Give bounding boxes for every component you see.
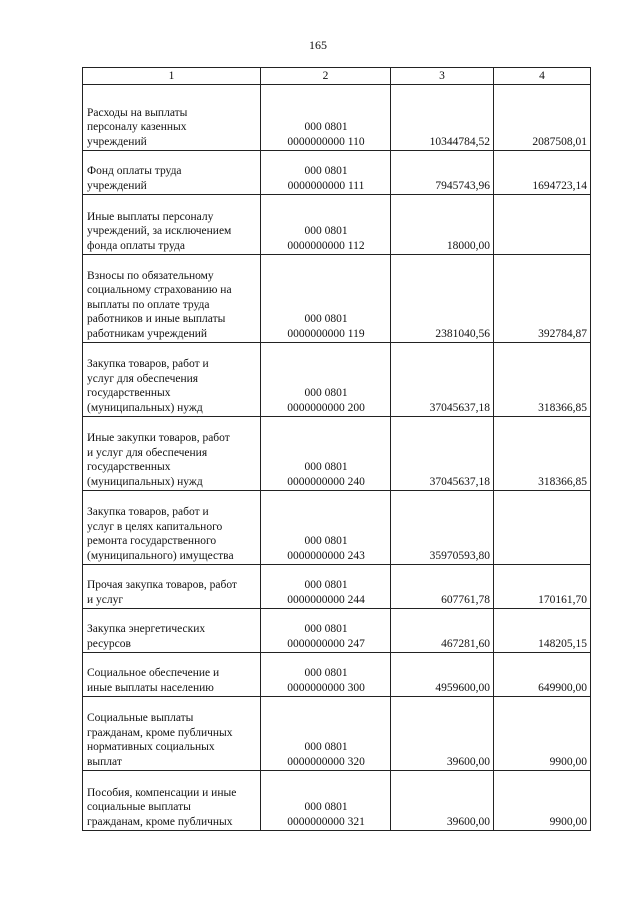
budget-code-line: 000 0801: [304, 623, 348, 635]
expense-name-cell: [83, 609, 261, 653]
expense-name-line: Пособия, компенсации и иные: [87, 786, 237, 799]
budget-code-line: 000 0801: [304, 579, 348, 591]
budget-code-line: 000 0801: [304, 667, 348, 679]
amount-col3-cell: 35970593,80: [391, 491, 494, 565]
expense-name-cell: [83, 195, 261, 255]
expense-name-cell: [83, 255, 261, 343]
table-row: [83, 343, 591, 417]
budget-code-line: 0000000000 243: [287, 549, 365, 562]
expense-name-cell: [83, 343, 261, 417]
amount-col3-cell: 18000,00: [391, 195, 494, 255]
column-header: 1: [83, 68, 261, 85]
expense-name-line: Иные выплаты персоналу: [87, 210, 214, 223]
expense-name-line: ресурсов: [87, 637, 131, 650]
amount-col4-cell: [494, 195, 591, 255]
budget-table: [82, 67, 591, 831]
budget-code-cell: [261, 151, 391, 195]
budget-code-cell: [261, 771, 391, 831]
expense-name-line: государственных: [87, 387, 171, 399]
budget-code-line: 000 0801: [304, 313, 348, 325]
budget-code-line: 0000000000 244: [287, 593, 365, 606]
amount-col4-cell: 9900,00: [494, 771, 591, 831]
expense-name-cell: [83, 85, 261, 151]
amount-col4-cell: 318366,85: [494, 343, 591, 417]
table-row: [83, 151, 591, 195]
expense-name-line: Фонд оплаты труда: [87, 165, 182, 177]
table-row: [83, 417, 591, 491]
budget-code-line: 0000000000 119: [287, 327, 365, 340]
expense-name-line: учреждений: [87, 179, 147, 192]
table-row: [83, 653, 591, 697]
budget-code-line: 0000000000 112: [287, 239, 365, 252]
expense-name-line: Иные закупки товаров, работ: [87, 432, 230, 444]
expense-name-line: работникам учреждений: [87, 327, 208, 340]
expense-name-line: выплаты по оплате труда: [87, 298, 210, 311]
expense-name-line: иные выплаты населению: [87, 681, 214, 694]
budget-code-line: 000 0801: [304, 225, 348, 237]
expense-name-cell: [83, 417, 261, 491]
amount-col4-cell: 148205,15: [494, 609, 591, 653]
budget-code-line: 000 0801: [304, 461, 348, 473]
expense-name-line: (муниципальных) нужд: [87, 475, 203, 488]
expense-name-cell: [83, 771, 261, 831]
expense-name-line: фонда оплаты труда: [87, 239, 186, 252]
budget-code-cell: [261, 565, 391, 609]
budget-code-cell: [261, 417, 391, 491]
budget-code-cell: [261, 343, 391, 417]
amount-col3-cell: 10344784,52: [391, 85, 494, 151]
budget-code-line: 0000000000 300: [287, 681, 365, 694]
budget-code-cell: [261, 653, 391, 697]
table-body: [83, 85, 591, 831]
expense-name-line: Социальное обеспечение и: [87, 667, 220, 679]
expense-name-line: и услуг: [87, 593, 124, 606]
table-row: [83, 195, 591, 255]
amount-col3-cell: 467281,60: [391, 609, 494, 653]
expense-name-line: Закупка энергетических: [87, 623, 206, 635]
expense-name-line: услуг в целях капитального: [87, 520, 223, 533]
table-header-row: [83, 68, 591, 85]
amount-col4-cell: 170161,70: [494, 565, 591, 609]
budget-code-cell: [261, 697, 391, 771]
amount-col4-cell: 649900,00: [494, 653, 591, 697]
table-row: [83, 771, 591, 831]
budget-code-line: 0000000000 240: [287, 475, 365, 488]
amount-col4-cell: 392784,87: [494, 255, 591, 343]
table-row: [83, 491, 591, 565]
budget-code-line: 0000000000 247: [287, 637, 365, 650]
budget-code-cell: [261, 609, 391, 653]
budget-code-line: 000 0801: [304, 741, 348, 753]
expense-name-line: и услуг для обеспечения: [87, 446, 208, 459]
budget-code-cell: [261, 255, 391, 343]
expense-name-line: ремонта государственного: [87, 535, 217, 547]
budget-code-line: 000 0801: [304, 165, 348, 177]
expense-name-cell: [83, 653, 261, 697]
column-header: 4: [494, 68, 591, 85]
amount-col4-cell: 318366,85: [494, 417, 591, 491]
amount-col3-cell: 7945743,96: [391, 151, 494, 195]
expense-name-line: учреждений, за исключением: [87, 225, 232, 237]
expense-name-line: Закупка товаров, работ и: [87, 506, 209, 518]
column-header: 2: [261, 68, 391, 85]
amount-col3-cell: 4959600,00: [391, 653, 494, 697]
amount-col3-cell: 39600,00: [391, 771, 494, 831]
expense-name-line: социальные выплаты: [87, 801, 191, 813]
expense-name-line: Прочая закупка товаров, работ: [87, 579, 237, 591]
expense-name-line: нормативных социальных: [87, 741, 215, 753]
expense-name-cell: [83, 565, 261, 609]
amount-col4-cell: 1694723,14: [494, 151, 591, 195]
expense-name-line: (муниципальных) нужд: [87, 401, 203, 414]
budget-code-line: 0000000000 110: [287, 135, 365, 148]
amount-col3-cell: 39600,00: [391, 697, 494, 771]
budget-code-cell: [261, 195, 391, 255]
expense-name-line: Закупка товаров, работ и: [87, 358, 209, 370]
expense-name-line: гражданам, кроме публичных: [87, 815, 233, 828]
budget-code-line: 000 0801: [304, 121, 348, 133]
budget-code-line: 0000000000 111: [287, 179, 365, 192]
table-row: [83, 85, 591, 151]
expense-name-line: (муниципального) имущества: [87, 549, 234, 562]
expense-name-line: социальному страхованию на: [87, 284, 232, 296]
budget-code-line: 000 0801: [304, 801, 348, 813]
expense-name-line: персоналу казенных: [87, 121, 187, 133]
amount-col3-cell: 607761,78: [391, 565, 494, 609]
column-header: 3: [391, 68, 494, 85]
amount-col3-cell: 37045637,18: [391, 343, 494, 417]
amount-col4-cell: 9900,00: [494, 697, 591, 771]
budget-code-cell: [261, 491, 391, 565]
expense-name-cell: [83, 697, 261, 771]
table-row: [83, 697, 591, 771]
expense-name-line: выплат: [87, 755, 122, 768]
expense-name-line: гражданам, кроме публичных: [87, 726, 233, 739]
budget-code-line: 0000000000 200: [287, 401, 365, 414]
budget-code-line: 000 0801: [304, 535, 348, 547]
expense-name-cell: [83, 151, 261, 195]
expense-name-cell: [83, 491, 261, 565]
expense-name-line: государственных: [87, 461, 171, 473]
budget-code-line: 0000000000 320: [287, 755, 365, 768]
amount-col4-cell: [494, 491, 591, 565]
budget-code-line: 000 0801: [304, 387, 348, 399]
budget-code-cell: [261, 85, 391, 151]
table-row: [83, 565, 591, 609]
table-row: [83, 609, 591, 653]
page-number: 165: [309, 38, 327, 52]
budget-code-line: 0000000000 321: [287, 815, 365, 828]
amount-col3-cell: 2381040,56: [391, 255, 494, 343]
expense-name-line: Социальные выплаты: [87, 712, 194, 724]
expense-name-line: Взносы по обязательному: [87, 269, 214, 282]
expense-name-line: Расходы на выплаты: [87, 106, 188, 119]
amount-col3-cell: 37045637,18: [391, 417, 494, 491]
expense-name-line: учреждений: [87, 135, 147, 148]
table-row: [83, 255, 591, 343]
expense-name-line: работников и иные выплаты: [87, 313, 226, 325]
expense-name-line: услуг для обеспечения: [87, 372, 199, 385]
amount-col4-cell: 2087508,01: [494, 85, 591, 151]
